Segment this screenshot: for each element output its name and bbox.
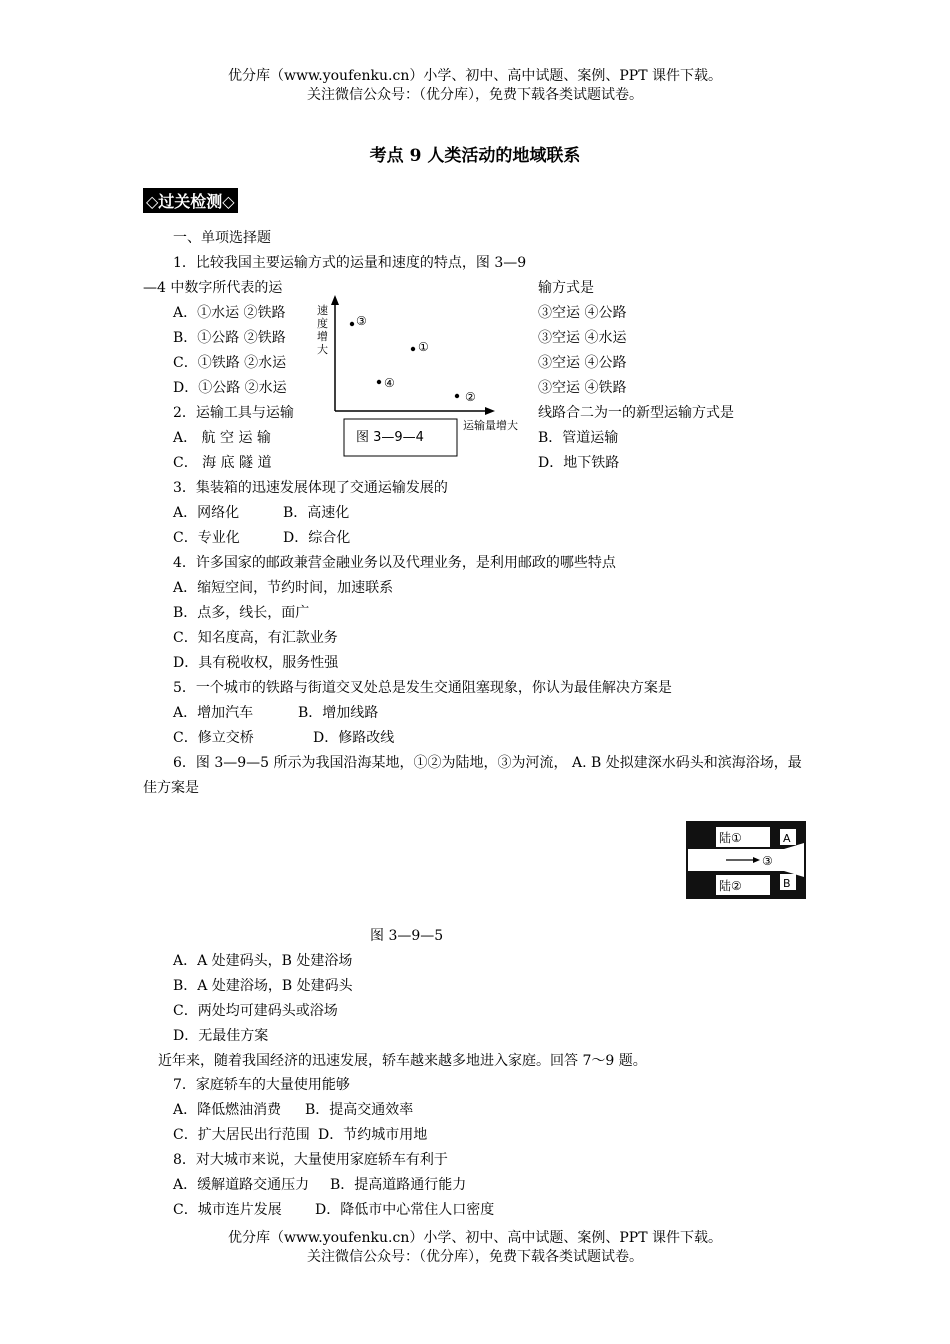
q8-option-c: C．城市连片发展 [173, 1202, 282, 1218]
q1-option-c-left: C．①铁路 ②水运 [173, 355, 287, 371]
q5-option-b: B．增加线路 [298, 705, 379, 721]
q2-option-b: B．管道运输 [538, 430, 619, 446]
point-3 [350, 322, 354, 326]
point-2 [455, 394, 459, 398]
q7-stem: 7．家庭轿车的大量使用能够 [173, 1077, 350, 1093]
q4-option-b: B．点多，线长，面广 [173, 605, 310, 621]
x-label: 运输量增大 [463, 419, 518, 432]
footer-line-2: 关注微信公众号：（优分库），免费下载各类试题试卷。 [307, 1249, 643, 1265]
point-4 [377, 380, 381, 384]
q2-stem-b: 线路合二为一的新型运输方式是 [538, 405, 734, 421]
q7-option-d: D．节约城市用地 [318, 1127, 428, 1143]
q1-option-c-right: ③空运 ④公路 [538, 355, 627, 371]
q5-option-d: D．修路改线 [313, 730, 395, 746]
q3-option-a: A．网络化 [173, 505, 240, 521]
q1-stem-b: —4 中数字所代表的运 [143, 280, 283, 296]
q6-option-c: C．两处均可建码头或浴场 [173, 1003, 338, 1019]
footer-line-1: 优分库（www.youfenku.cn）小学、初中、高中试题、案例、PPT 课件下载。 [227, 1230, 722, 1246]
y-label-3: 增 [317, 330, 328, 343]
figure-caption: 图 3—9—4 [356, 430, 424, 445]
land-1-label: 陆① [719, 831, 742, 845]
y-label-2: 度 [317, 317, 328, 330]
q8-option-d: D．降低市中心常住人口密度 [315, 1202, 495, 1218]
q6-option-d: D．无最佳方案 [173, 1028, 269, 1044]
q4-stem: 4．许多国家的邮政兼营金融业务以及代理业务，是利用邮政的哪些特点 [173, 555, 616, 571]
figure-3-9-4 [300, 293, 518, 463]
q1-option-a-right: ③空运 ④公路 [538, 305, 627, 321]
section-badge: ◇过关检测◇ [143, 188, 238, 213]
q8-stem: 8．对大城市来说，大量使用家庭轿车有利于 [173, 1152, 448, 1168]
y-axis-arrow-icon [331, 295, 339, 305]
q7-option-a: A．降低燃油消费 [173, 1102, 282, 1118]
y-label-4: 大 [317, 343, 328, 356]
land-2-label: 陆② [719, 879, 742, 893]
q3-option-c: C．专业化 [173, 530, 240, 546]
q3-option-d: D．综合化 [283, 530, 351, 546]
label-a: A [783, 832, 791, 845]
q5-option-c: C．修立交桥 [173, 730, 254, 746]
q2-option-d: D．地下铁路 [538, 455, 620, 471]
q6-option-a: A．A 处建码头，B 处建浴场 [173, 953, 353, 969]
q4-option-c: C．知名度高，有汇款业务 [173, 630, 338, 646]
q6-option-b: B．A 处建浴场，B 处建码头 [173, 978, 353, 994]
point-1-label: ① [418, 340, 429, 354]
point-2-label: ② [465, 390, 476, 404]
q1-stem-c: 输方式是 [538, 280, 594, 296]
q7-option-b: B．提高交通效率 [305, 1102, 414, 1118]
q2-option-c: C． 海 底 隧 道 [173, 455, 272, 471]
q8-option-a: A．缓解道路交通压力 [173, 1177, 310, 1193]
q1-option-d-left: D．①公路 ②水运 [173, 380, 287, 396]
q7-option-c: C．扩大居民出行范围 [173, 1127, 310, 1143]
q1-option-d-right: ③空运 ④铁路 [538, 380, 627, 396]
q4-option-d: D．具有税收权，服务性强 [173, 655, 339, 671]
point-3-label: ③ [356, 314, 367, 328]
q1-stem-a: 1．比较我国主要运输方式的运量和速度的特点，图 3—9 [173, 255, 527, 271]
point-1 [411, 347, 415, 351]
header-line-2: 关注微信公众号：（优分库），免费下载各类试题试卷。 [307, 87, 643, 103]
q3-option-b: B．高速化 [283, 505, 350, 521]
part-heading: 一、单项选择题 [173, 230, 271, 246]
q1-option-b-left: B．①公路 ②铁路 [173, 330, 286, 346]
page-title: 考点 9 人类活动的地域联系 [369, 146, 581, 166]
y-label-1: 速 [317, 304, 328, 317]
header-line-1: 优分库（www.youfenku.cn）小学、初中、高中试题、案例、PPT 课件下载。 [227, 68, 722, 84]
q4-option-a: A．缩短空间，节约时间，加速联系 [173, 580, 394, 596]
point-4-label: ④ [384, 376, 395, 390]
q2-stem-a: 2．运输工具与运输 [173, 405, 294, 421]
q5-stem: 5．一个城市的铁路与街道交叉处总是发生交通阻塞现象，你认为最佳解决方案是 [173, 680, 672, 696]
river-label: ③ [762, 854, 773, 868]
q3-stem: 3．集装箱的迅速发展体现了交通运输发展的 [173, 480, 448, 496]
figure-3-9-5-caption: 图 3—9—5 [370, 928, 444, 944]
q1-option-a-left: A．①水运 ②铁路 [173, 305, 286, 321]
q1-option-b-right: ③空运 ④水运 [538, 330, 627, 346]
label-b: B [783, 877, 791, 890]
figure-3-9-5 [686, 821, 806, 899]
q6-stem-a: 6．图 3—9—5 所示为我国沿海某地，①②为陆地，③为河流， A. B 处拟建深水码头和滨海浴场，最 [173, 755, 802, 771]
q5-option-a: A．增加汽车 [173, 705, 254, 721]
x-axis-arrow-icon [485, 407, 495, 415]
q7-9-intro: 近年来，随着我国经济的迅速发展，轿车越来越多地进入家庭。回答 7～9 题。 [158, 1053, 647, 1069]
q6-stem-b: 佳方案是 [143, 780, 199, 796]
q2-option-a: A． 航 空 运 输 [173, 430, 271, 446]
q8-option-b: B．提高道路通行能力 [330, 1177, 467, 1193]
